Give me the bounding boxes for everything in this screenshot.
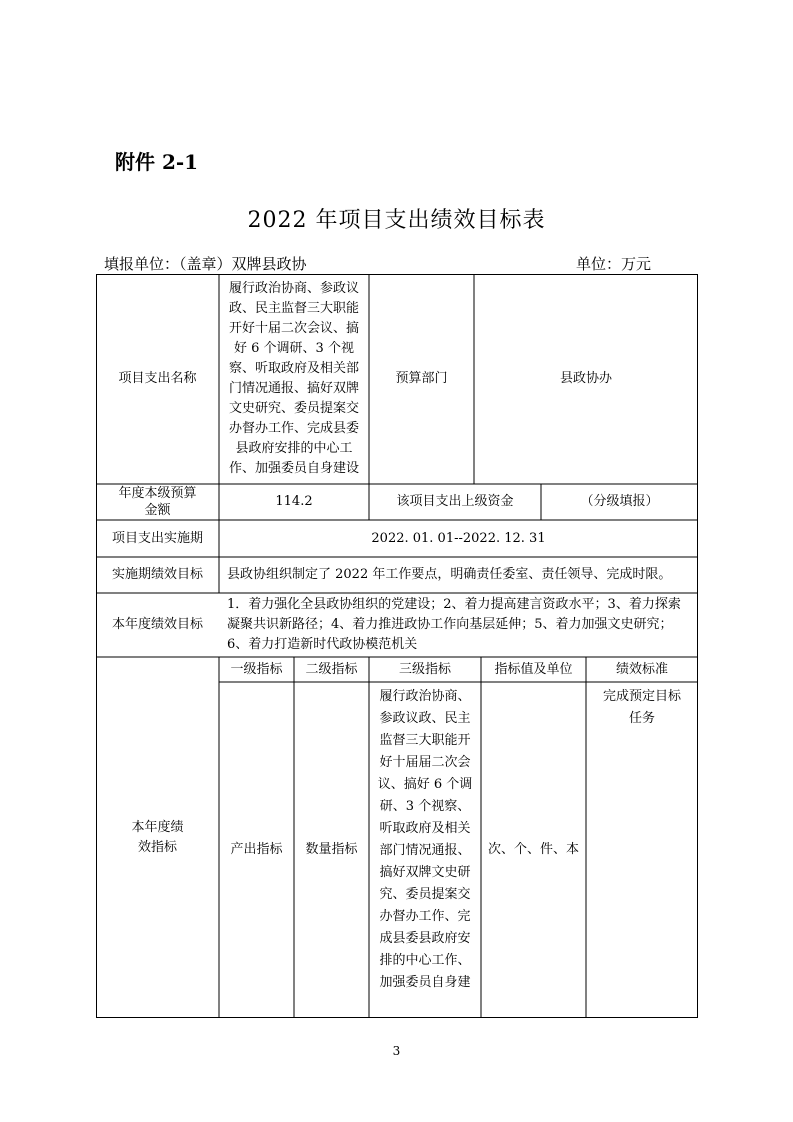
filling-unit: 填报单位：（盖章）双牌县政协 [104, 255, 307, 273]
row-value-unit: 次、个、件、本 [487, 842, 579, 857]
currency-unit: 单位：万元 [576, 255, 652, 273]
year-goal-label: 本年度绩效目标 [111, 617, 203, 632]
project-name-value: 履行政治协商、参政议政、民主监督三大职能开好十届二次会议、搞好 6 个调研、3 个视察、听取政府及相关部门情况通报、搞好双牌文史研究、委员提案交办督办工作、完成县委县政府安排的中心工作、加强委员自身建设 [228, 281, 359, 476]
superior-funds-label: 该项目支出上级资金 [396, 494, 514, 509]
header-level2: 二级指标 [305, 661, 358, 677]
budget-dept-value: 县政协办 [559, 371, 612, 386]
attachment-label: 附件 2-1 [115, 150, 199, 174]
header-level1: 一级指标 [230, 661, 283, 677]
header-level3: 三级指标 [398, 661, 451, 677]
header-standard: 绩效标准 [615, 661, 668, 677]
annual-budget-label: 年度本级预算金额 [118, 486, 197, 518]
period-goal-label: 实施期绩效目标 [111, 567, 203, 582]
row-standard: 完成预定目标任务 [602, 689, 681, 726]
row-level1: 产出指标 [230, 842, 283, 857]
annual-budget-value: 114.2 [275, 494, 313, 509]
header-value-unit: 指标值及单位 [494, 661, 573, 677]
year-goal-value: 1．着力强化全县政协组织的党建设；2、着力提高建言资政水平；3、着力探索凝聚共识新路径；4、着力推进政协工作向基层延伸；5、着力加强文史研究；6、着力打造新时代政协模范机关 [227, 597, 681, 652]
page-title: 2022 年项目支出绩效目标表 [247, 208, 546, 233]
page-number: 3 [392, 1044, 401, 1058]
period-value: 2022. 01. 01--2022. 12. 31 [371, 530, 546, 546]
row-level3: 履行政治协商、参政议政、民主监督三大职能开好十届届二次会议、搞好 6 个调研、3 个视察、听取政府及相关部门情况通报、搞好双牌文史研究、委员提案交办督办工作、完成县委县政府安排的中心工作、加强委员自身建 [377, 689, 473, 990]
row-level2: 数量指标 [305, 842, 358, 857]
superior-funds-value: （分级填报） [580, 494, 659, 509]
period-label: 项目支出实施期 [111, 530, 203, 546]
budget-dept-label: 预算部门 [395, 371, 448, 386]
period-goal-value: 县政协组织制定了 2022 年工作要点，明确责任委室、责任领导、完成时限。 [227, 567, 672, 582]
indicator-section-label: 本年度绩效指标 [131, 819, 184, 855]
project-name-label: 项目支出名称 [118, 371, 197, 386]
performance-table [96, 274, 698, 1018]
